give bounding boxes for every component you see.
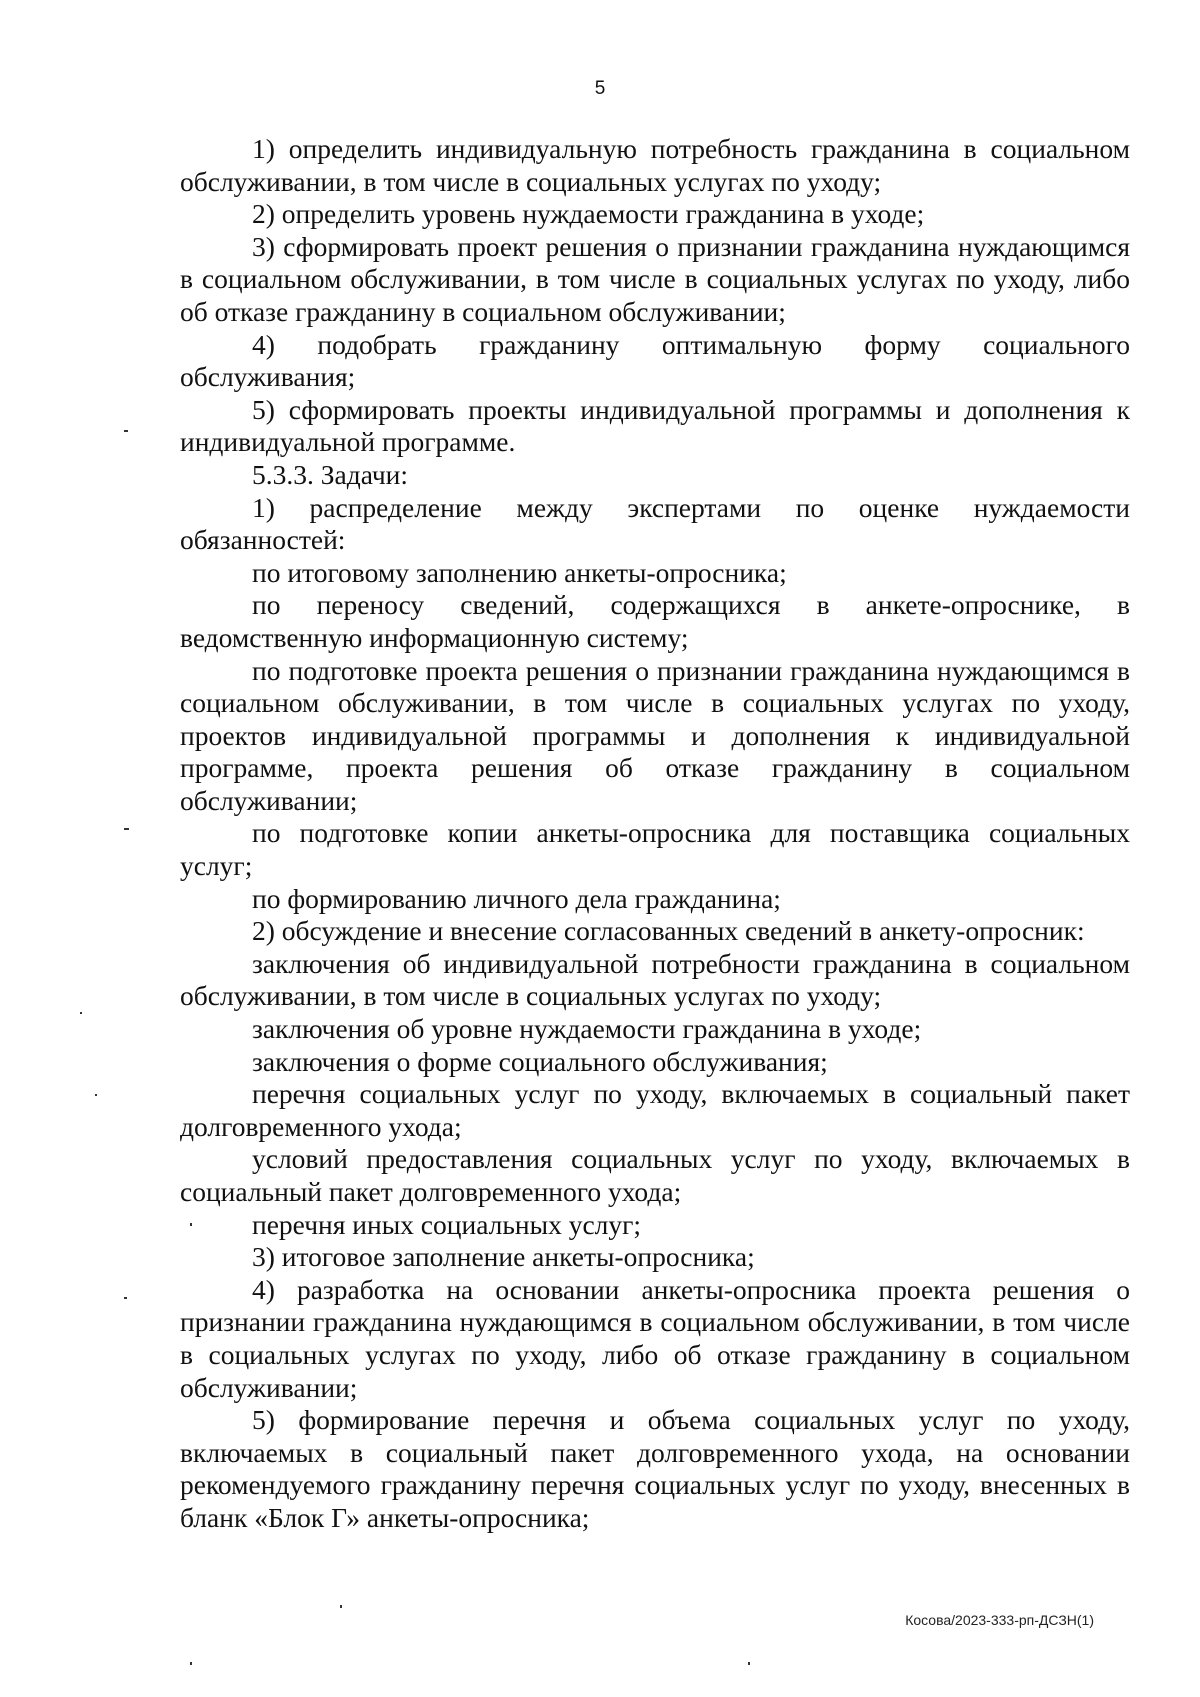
paragraph: 5) формирование перечня и объема социальных услуг по уходу, включаемых в социальный пакет долговременного ухода, на основании рекомендуемого гражданину перечня социальных услуг по уходу, внесенных в бланк «Блок Г» анкеты-опросника; [180,1404,1130,1533]
paragraph: перечня социальных услуг по уходу, включаемых в социальный пакет долговременного ухода; [180,1078,1130,1142]
paragraph: по переносу сведений, содержащихся в анкете-опроснике, в ведомственную информационную систему; [180,589,1130,653]
paragraph: условий предоставления социальных услуг по уходу, включаемых в социальный пакет долговременного ухода; [180,1143,1130,1207]
paragraph: по подготовке копии анкеты-опросника для поставщика социальных услуг; [180,817,1130,882]
document-code: Косова/2023-333-рп-ДСЗН(1) [905,1612,1094,1628]
scan-speck [190,1662,192,1665]
paragraph: 1) определить индивидуальную потребность гражданина в социальном обслуживании, в том числе в социальных услугах по уходу; [180,133,1130,197]
paragraph: 3) сформировать проект решения о признании гражданина нуждающимся в социальном обслуживании, в том числе в социальных услугах по уходу, либо об отказе гражданину в социальном обслуживании; [180,230,1130,327]
paragraph: 5) сформировать проекты индивидуальной программы и дополнения к индивидуальной программе. [180,393,1130,458]
scan-speck [190,1223,192,1226]
paragraph: по подготовке проекта решения о признании гражданина нуждающимся в социальном обслуживании, в том числе в социальных услугах по уходу, проектов индивидуальной программы и дополнения к индивидуальной программе, проекта решения об отказе гражданину в социальном обслуживании; [180,654,1130,816]
paragraph: заключения о форме социального обслуживания; [252,1045,828,1077]
scan-speck [124,828,129,830]
paragraph: перечня иных социальных услуг; [252,1208,642,1240]
paragraph: по формированию личного дела гражданина; [252,882,781,914]
page-number: 5 [594,78,606,99]
paragraph: 4) подобрать гражданину оптимальную форму социального обслуживания; [180,328,1130,393]
paragraph: 3) итоговое заполнение анкеты-опросника; [252,1241,755,1273]
scan-speck [95,1094,97,1096]
scan-speck [124,1297,127,1299]
scan-speck [124,430,128,432]
paragraph: 1) распределение между экспертами по оценке нуждаемости обязанностей: [180,491,1130,556]
paragraph: заключения об индивидуальной потребности гражданина в социальном обслуживании, в том числе в социальных услугах по уходу; [180,947,1130,1012]
paragraph: заключения об уровне нуждаемости гражданина в уходе; [252,1013,922,1045]
scan-speck [80,1012,82,1014]
paragraph: по итоговому заполнению анкеты-опросника; [252,556,787,588]
section-heading: 5.3.3. Задачи: [252,458,409,490]
scan-speck [340,1605,342,1608]
document-body [180,133,1130,1535]
paragraph: 4) разработка на основании анкеты-опросника проекта решения о признании гражданина нуждающимся в социальном обслуживании, в том числе в социальных услугах по уходу, либо об отказе гражданину в социальном обслуживании; [180,1273,1130,1403]
scan-speck [748,1662,750,1665]
paragraph: 2) обсуждение и внесение согласованных сведений в анкету-опросник: [252,915,1085,947]
paragraph: 2) определить уровень нуждаемости гражданина в уходе; [252,198,925,230]
